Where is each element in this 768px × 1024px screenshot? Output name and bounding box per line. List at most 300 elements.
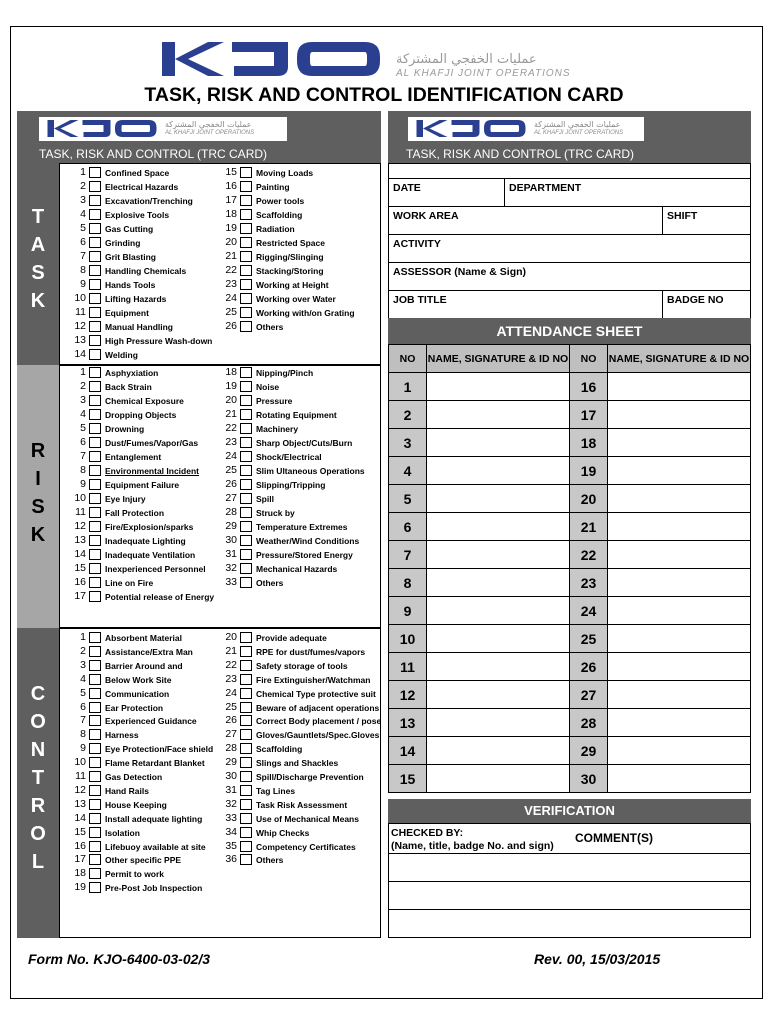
item-checkbox[interactable] bbox=[240, 785, 252, 796]
item-label: Flame Retardant Blanket bbox=[105, 758, 205, 769]
attendance-name-cell[interactable] bbox=[427, 653, 570, 681]
comments-label: COMMENT(S) bbox=[575, 831, 653, 845]
item-checkbox[interactable] bbox=[240, 854, 252, 865]
item-label: Provide adequate bbox=[256, 633, 327, 643]
item-label: Eye Injury bbox=[105, 494, 146, 504]
item-label: Electrical Hazards bbox=[105, 182, 179, 192]
item-checkbox[interactable] bbox=[89, 729, 101, 740]
item-number: 8 bbox=[80, 464, 86, 476]
item-checkbox[interactable] bbox=[240, 195, 252, 206]
item-checkbox[interactable] bbox=[240, 827, 252, 838]
item-label: Assistance/Extra Man bbox=[105, 646, 193, 657]
attendance-number: 25 bbox=[570, 625, 608, 653]
logo-english-small: AL KHAFJI JOINT OPERATIONS bbox=[165, 130, 255, 136]
item-number: 11 bbox=[75, 506, 86, 518]
item-checkbox[interactable] bbox=[89, 251, 101, 262]
item-number: 26 bbox=[225, 478, 237, 490]
attendance-number: 18 bbox=[570, 429, 608, 457]
form-row bbox=[389, 164, 750, 179]
kjo-logo bbox=[160, 40, 382, 80]
item-label: Lifting Hazards bbox=[105, 294, 167, 304]
item-checkbox[interactable] bbox=[240, 646, 252, 657]
item-number: 6 bbox=[80, 236, 86, 248]
item-checkbox[interactable] bbox=[240, 799, 252, 810]
item-number: 21 bbox=[225, 250, 237, 262]
attendance-name-cell[interactable] bbox=[608, 597, 751, 625]
attendance-row bbox=[389, 569, 751, 597]
item-checkbox[interactable] bbox=[240, 674, 252, 685]
item-checkbox[interactable] bbox=[240, 223, 252, 234]
right-card-label: TASK, RISK AND CONTROL (TRC CARD) bbox=[406, 147, 635, 161]
attendance-name-cell[interactable] bbox=[608, 401, 751, 429]
item-number: 36 bbox=[225, 853, 237, 866]
attendance-number: 15 bbox=[389, 765, 427, 793]
item-number: 5 bbox=[80, 686, 86, 699]
item-label: Weather/Wind Conditions bbox=[256, 536, 360, 546]
verification-title: VERIFICATION bbox=[388, 799, 751, 823]
attendance-name-cell[interactable] bbox=[608, 569, 751, 597]
section-letter: K bbox=[30, 524, 46, 546]
item-label: Pre-Post Job Inspection bbox=[105, 883, 203, 894]
attendance-name-cell[interactable] bbox=[427, 737, 570, 765]
item-checkbox[interactable] bbox=[89, 451, 101, 462]
item-checkbox[interactable] bbox=[89, 395, 101, 406]
item-number: 20 bbox=[225, 236, 237, 248]
item-number: 35 bbox=[225, 839, 237, 852]
item-checkbox[interactable] bbox=[240, 209, 252, 220]
item-checkbox[interactable] bbox=[89, 479, 101, 490]
item-checkbox[interactable] bbox=[89, 167, 101, 178]
checked-by-label: CHECKED BY: bbox=[391, 827, 464, 839]
item-checkbox[interactable] bbox=[240, 521, 252, 532]
item-label: Others bbox=[256, 855, 284, 866]
item-number: 18 bbox=[225, 366, 237, 378]
attendance-name-cell[interactable] bbox=[427, 485, 570, 513]
form-number: Form No. KJO-6400-03-02/3 bbox=[28, 951, 211, 967]
item-checkbox[interactable] bbox=[240, 632, 252, 643]
item-number: 27 bbox=[225, 492, 237, 504]
right-panel-header bbox=[388, 111, 751, 163]
section-letter: O bbox=[30, 711, 46, 733]
item-checkbox[interactable] bbox=[89, 507, 101, 518]
attendance-number: 17 bbox=[570, 401, 608, 429]
attendance-name-cell[interactable] bbox=[427, 597, 570, 625]
item-checkbox[interactable] bbox=[89, 535, 101, 546]
attendance-name-cell[interactable] bbox=[608, 513, 751, 541]
attendance-name-cell[interactable] bbox=[427, 373, 570, 401]
item-label: Hand Rails bbox=[105, 785, 149, 796]
attendance-row bbox=[389, 625, 751, 653]
item-number: 25 bbox=[225, 464, 237, 476]
item-number: 2 bbox=[80, 380, 86, 392]
item-checkbox[interactable] bbox=[89, 423, 101, 434]
item-label: Tag Lines bbox=[256, 785, 296, 796]
attendance-name-cell[interactable] bbox=[608, 457, 751, 485]
item-checkbox[interactable] bbox=[240, 293, 252, 304]
item-checkbox[interactable] bbox=[89, 265, 101, 276]
attendance-number: 5 bbox=[389, 485, 427, 513]
item-number: 10 bbox=[74, 492, 86, 504]
item-label: Handling Chemicals bbox=[105, 266, 187, 276]
item-label: Barrier Around and bbox=[105, 660, 183, 671]
item-checkbox[interactable] bbox=[89, 409, 101, 420]
item-number: 10 bbox=[74, 292, 86, 304]
item-checkbox[interactable] bbox=[89, 237, 101, 248]
item-number: 23 bbox=[225, 278, 237, 290]
item-label: Welding bbox=[105, 350, 138, 360]
item-label: Ear Protection bbox=[105, 702, 164, 713]
item-checkbox[interactable] bbox=[89, 195, 101, 206]
item-checkbox[interactable] bbox=[89, 771, 101, 782]
item-checkbox[interactable] bbox=[240, 841, 252, 852]
attendance-name-cell[interactable] bbox=[427, 681, 570, 709]
item-label: High Pressure Wash-down bbox=[105, 336, 213, 346]
item-number: 1 bbox=[80, 166, 86, 178]
attendance-name-cell[interactable] bbox=[608, 373, 751, 401]
attendance-row bbox=[389, 485, 751, 513]
item-checkbox[interactable] bbox=[240, 563, 252, 574]
item-checkbox[interactable] bbox=[89, 743, 101, 754]
attendance-number: 26 bbox=[570, 653, 608, 681]
attendance-number: 19 bbox=[570, 457, 608, 485]
item-label: Temperature Extremes bbox=[256, 522, 348, 532]
attendance-row bbox=[389, 681, 751, 709]
item-number: 28 bbox=[225, 742, 237, 755]
item-checkbox[interactable] bbox=[240, 265, 252, 276]
attendance-number: 9 bbox=[389, 597, 427, 625]
item-number: 31 bbox=[225, 548, 237, 560]
item-label: RPE for dust/fumes/vapors bbox=[256, 646, 366, 657]
attendance-name-cell[interactable] bbox=[427, 625, 570, 653]
item-number: 28 bbox=[225, 506, 237, 518]
attendance-name-cell[interactable] bbox=[427, 401, 570, 429]
item-label: Gas Cutting bbox=[105, 224, 154, 234]
item-label: Equipment Failure bbox=[105, 480, 180, 490]
item-checkbox[interactable] bbox=[89, 279, 101, 290]
item-checkbox[interactable] bbox=[89, 521, 101, 532]
item-number: 24 bbox=[225, 292, 237, 304]
page-title: TASK, RISK AND CONTROL IDENTIFICATION CARD bbox=[144, 84, 624, 106]
item-label: Inadequate Lighting bbox=[105, 536, 186, 546]
item-label: Back Strain bbox=[105, 382, 152, 392]
item-checkbox[interactable] bbox=[240, 507, 252, 518]
item-label: Fire/Explosion/sparks bbox=[105, 522, 194, 532]
attendance-name-cell[interactable] bbox=[427, 765, 570, 793]
date-field[interactable]: DATE bbox=[393, 182, 421, 194]
item-number: 4 bbox=[80, 208, 86, 220]
item-checkbox[interactable] bbox=[240, 715, 252, 726]
item-checkbox[interactable] bbox=[240, 279, 252, 290]
item-checkbox[interactable] bbox=[240, 743, 252, 754]
section-letter: T bbox=[31, 206, 45, 228]
attendance-header-row bbox=[389, 345, 751, 373]
item-number: 23 bbox=[225, 436, 237, 448]
item-number: 15 bbox=[74, 825, 86, 838]
item-label: Gas Detection bbox=[105, 772, 163, 782]
item-checkbox[interactable] bbox=[240, 167, 252, 178]
job-title-field[interactable]: JOB TITLE bbox=[393, 294, 447, 306]
item-label: Shock/Electrical bbox=[256, 452, 322, 462]
item-checkbox[interactable] bbox=[89, 757, 101, 768]
item-label: Working over Water bbox=[256, 294, 336, 304]
item-label: Communication bbox=[105, 688, 170, 699]
item-label: Excavation/Trenching bbox=[105, 196, 193, 206]
attendance-number: 11 bbox=[389, 653, 427, 681]
item-checkbox[interactable] bbox=[89, 563, 101, 574]
attendance-name-cell[interactable] bbox=[608, 737, 751, 765]
item-checkbox[interactable] bbox=[89, 335, 101, 346]
attendance-number: 22 bbox=[570, 541, 608, 569]
assessor-field[interactable]: ASSESSOR (Name & Sign) bbox=[393, 266, 527, 278]
item-checkbox[interactable] bbox=[240, 395, 252, 406]
item-checkbox[interactable] bbox=[240, 367, 252, 378]
item-checkbox[interactable] bbox=[240, 660, 252, 671]
item-checkbox[interactable] bbox=[89, 321, 101, 332]
item-number: 3 bbox=[80, 394, 86, 406]
attendance-row bbox=[389, 653, 751, 681]
item-checkbox[interactable] bbox=[89, 799, 101, 810]
item-label: Stacking/Storing bbox=[256, 266, 324, 276]
attendance-name-cell[interactable] bbox=[427, 569, 570, 597]
item-checkbox[interactable] bbox=[89, 785, 101, 796]
item-number: 34 bbox=[225, 825, 237, 838]
item-checkbox[interactable] bbox=[240, 465, 252, 476]
attendance-name-cell[interactable] bbox=[427, 513, 570, 541]
item-number: 16 bbox=[74, 576, 86, 588]
item-label: Lifebuoy available at site bbox=[105, 841, 206, 852]
item-number: 19 bbox=[225, 380, 237, 392]
item-checkbox[interactable] bbox=[240, 423, 252, 434]
attendance-name-cell[interactable] bbox=[608, 541, 751, 569]
item-number: 33 bbox=[225, 576, 237, 588]
item-label: Equipment bbox=[105, 308, 149, 318]
item-label: Safety storage of tools bbox=[256, 660, 348, 671]
item-checkbox[interactable] bbox=[89, 813, 101, 824]
item-checkbox[interactable] bbox=[240, 577, 252, 588]
item-label: Inadequate Ventilation bbox=[105, 550, 196, 560]
attendance-name-cell[interactable] bbox=[427, 457, 570, 485]
item-checkbox[interactable] bbox=[89, 549, 101, 560]
item-label: Fall Protection bbox=[105, 508, 165, 518]
item-label: Beware of adjacent operations bbox=[256, 702, 380, 713]
attendance-name-cell[interactable] bbox=[608, 653, 751, 681]
shift-field[interactable]: SHIFT bbox=[662, 207, 750, 235]
item-checkbox[interactable] bbox=[240, 771, 252, 782]
attendance-row bbox=[389, 513, 751, 541]
item-checkbox[interactable] bbox=[89, 367, 101, 378]
item-checkbox[interactable] bbox=[240, 437, 252, 448]
attendance-number: 7 bbox=[389, 541, 427, 569]
item-label: Spill bbox=[256, 494, 274, 504]
item-checkbox[interactable] bbox=[89, 181, 101, 192]
item-number: 22 bbox=[225, 422, 237, 434]
item-label: Gloves/Gauntlets/Spec.Gloves bbox=[256, 730, 380, 741]
attendance-name-cell[interactable] bbox=[427, 429, 570, 457]
item-checkbox[interactable] bbox=[89, 591, 101, 602]
verification-section bbox=[388, 823, 751, 938]
task-section bbox=[59, 163, 381, 365]
attendance-table bbox=[388, 344, 751, 793]
item-checkbox[interactable] bbox=[240, 479, 252, 490]
item-checkbox[interactable] bbox=[89, 660, 101, 671]
item-checkbox[interactable] bbox=[89, 827, 101, 838]
item-number: 20 bbox=[225, 394, 237, 406]
item-number: 29 bbox=[225, 756, 237, 769]
item-label: Other specific PPE bbox=[105, 855, 182, 866]
item-checkbox[interactable] bbox=[89, 381, 101, 392]
item-checkbox[interactable] bbox=[240, 381, 252, 392]
item-checkbox[interactable] bbox=[89, 688, 101, 699]
item-number: 17 bbox=[225, 194, 237, 206]
attendance-name-cell[interactable] bbox=[427, 709, 570, 737]
verification-line[interactable] bbox=[389, 854, 750, 882]
attendance-row bbox=[389, 597, 751, 625]
company-name-arabic: عمليات الخفجي المشتركة bbox=[396, 52, 537, 67]
attendance-number: 2 bbox=[389, 401, 427, 429]
item-checkbox[interactable] bbox=[89, 465, 101, 476]
attendance-name-cell[interactable] bbox=[608, 429, 751, 457]
item-label: Entanglement bbox=[105, 452, 162, 462]
item-label: Noise bbox=[256, 382, 280, 392]
verification-line[interactable] bbox=[389, 824, 750, 854]
item-checkbox[interactable] bbox=[89, 841, 101, 852]
department-field[interactable]: DEPARTMENT bbox=[504, 179, 750, 207]
item-checkbox[interactable] bbox=[89, 349, 101, 360]
item-number: 12 bbox=[74, 320, 86, 332]
item-label: Harness bbox=[105, 730, 139, 741]
item-number: 3 bbox=[80, 658, 86, 671]
item-label: Slings and Shackles bbox=[256, 758, 339, 769]
item-checkbox[interactable] bbox=[240, 757, 252, 768]
left-header-logo-box bbox=[39, 117, 287, 141]
item-label: Spill/Discharge Prevention bbox=[256, 772, 364, 782]
section-letter: S bbox=[31, 496, 45, 518]
checked-by-detail: (Name, title, badge No. and sign) bbox=[391, 840, 554, 852]
item-label: Task Risk Assessment bbox=[256, 799, 348, 810]
item-number: 12 bbox=[74, 520, 86, 532]
attendance-number: 8 bbox=[389, 569, 427, 597]
item-checkbox[interactable] bbox=[89, 307, 101, 318]
item-checkbox[interactable] bbox=[89, 293, 101, 304]
item-checkbox[interactable] bbox=[240, 451, 252, 462]
item-label: Pressure bbox=[256, 396, 293, 406]
item-checkbox[interactable] bbox=[240, 688, 252, 699]
item-number: 11 bbox=[75, 306, 86, 318]
item-label: Below Work Site bbox=[105, 674, 172, 685]
item-number: 1 bbox=[80, 366, 86, 378]
verification-line[interactable] bbox=[389, 882, 750, 910]
item-number: 22 bbox=[225, 658, 237, 671]
item-label: Moving Loads bbox=[256, 168, 314, 178]
item-checkbox[interactable] bbox=[89, 223, 101, 234]
item-number: 5 bbox=[80, 222, 86, 234]
item-checkbox[interactable] bbox=[89, 209, 101, 220]
attendance-number: 6 bbox=[389, 513, 427, 541]
item-checkbox[interactable] bbox=[240, 307, 252, 318]
item-number: 18 bbox=[225, 208, 237, 220]
attendance-name-cell[interactable] bbox=[608, 709, 751, 737]
item-label: Struck by bbox=[256, 508, 295, 518]
col-no-header: NO bbox=[389, 345, 427, 373]
item-checkbox[interactable] bbox=[240, 813, 252, 824]
item-label: Drowning bbox=[105, 424, 145, 434]
item-checkbox[interactable] bbox=[240, 729, 252, 740]
item-checkbox[interactable] bbox=[240, 493, 252, 504]
control-section-label bbox=[17, 628, 59, 938]
item-label: Radiation bbox=[256, 224, 295, 234]
attendance-number: 20 bbox=[570, 485, 608, 513]
item-checkbox[interactable] bbox=[240, 237, 252, 248]
section-letter: N bbox=[30, 739, 46, 761]
attendance-name-cell[interactable] bbox=[608, 681, 751, 709]
card-details-form bbox=[388, 163, 751, 320]
attendance-row bbox=[389, 373, 751, 401]
item-checkbox[interactable] bbox=[89, 632, 101, 643]
right-header-logo-box bbox=[408, 117, 644, 141]
attendance-name-cell[interactable] bbox=[427, 541, 570, 569]
logo-english-small: AL KHAFJI JOINT OPERATIONS bbox=[534, 130, 624, 136]
work-area-field[interactable]: WORK AREA bbox=[393, 210, 459, 222]
item-number: 8 bbox=[80, 264, 86, 276]
item-checkbox[interactable] bbox=[240, 409, 252, 420]
item-label: Scaffolding bbox=[256, 744, 303, 755]
item-checkbox[interactable] bbox=[89, 882, 101, 893]
item-label: Grit Blasting bbox=[105, 252, 157, 262]
item-number: 13 bbox=[74, 534, 86, 546]
item-checkbox[interactable] bbox=[89, 854, 101, 865]
attendance-number: 27 bbox=[570, 681, 608, 709]
item-checkbox[interactable] bbox=[89, 702, 101, 713]
item-number: 24 bbox=[225, 686, 237, 699]
attendance-row bbox=[389, 541, 751, 569]
attendance-name-cell[interactable] bbox=[608, 765, 751, 793]
item-checkbox[interactable] bbox=[240, 321, 252, 332]
item-label: Correct Body placement / pose bbox=[256, 716, 382, 727]
item-checkbox[interactable] bbox=[240, 535, 252, 546]
item-checkbox[interactable] bbox=[89, 646, 101, 657]
item-checkbox[interactable] bbox=[240, 251, 252, 262]
attendance-row bbox=[389, 709, 751, 737]
item-number: 25 bbox=[225, 700, 237, 713]
attendance-name-cell[interactable] bbox=[608, 485, 751, 513]
item-checkbox[interactable] bbox=[89, 674, 101, 685]
item-checkbox[interactable] bbox=[240, 181, 252, 192]
section-letter: K bbox=[30, 290, 46, 312]
item-number: 10 bbox=[74, 756, 86, 769]
item-checkbox[interactable] bbox=[240, 702, 252, 713]
item-checkbox[interactable] bbox=[240, 549, 252, 560]
risk-section-label bbox=[17, 365, 59, 628]
item-label: Rotating Equipment bbox=[256, 410, 337, 420]
section-letter: C bbox=[30, 683, 46, 705]
item-label: Rigging/Slinging bbox=[256, 252, 324, 262]
item-label: Inexperienced Personnel bbox=[105, 564, 206, 574]
attendance-number: 10 bbox=[389, 625, 427, 653]
item-label: Potential release of Energy bbox=[105, 592, 215, 602]
item-checkbox[interactable] bbox=[89, 577, 101, 588]
item-checkbox[interactable] bbox=[89, 493, 101, 504]
attendance-name-cell[interactable] bbox=[608, 625, 751, 653]
item-checkbox[interactable] bbox=[89, 868, 101, 879]
badge-no-field[interactable]: BADGE NO bbox=[662, 291, 750, 319]
item-number: 17 bbox=[74, 853, 86, 866]
item-label: Mechanical Hazards bbox=[256, 564, 338, 574]
item-checkbox[interactable] bbox=[89, 715, 101, 726]
item-number: 5 bbox=[80, 422, 86, 434]
activity-field[interactable]: ACTIVITY bbox=[393, 238, 441, 250]
item-label: Explosive Tools bbox=[105, 210, 170, 220]
item-checkbox[interactable] bbox=[89, 437, 101, 448]
